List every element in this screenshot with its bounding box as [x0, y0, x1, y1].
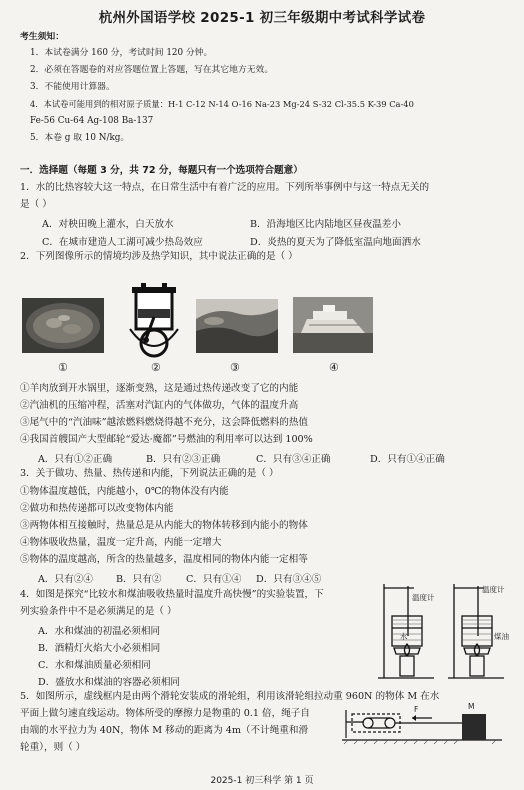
- notice-item: 5．本卷 g 取 10 N/kg。: [30, 133, 130, 143]
- notice-item: 1．本试卷满分 160 分，考试时间 120 分钟。: [30, 48, 213, 58]
- q2-option-d: D．只有①④正确: [370, 454, 445, 465]
- q4-option-b: B．酒精灯火焰大小必须相同: [38, 643, 161, 654]
- cruise-ship-image: [293, 297, 373, 353]
- q2-statement-3: ③尾气中的“汽油味”越浓燃料燃烧得越不充分，这会降低燃料的热值: [20, 417, 309, 428]
- figure-label-1: ①: [58, 361, 68, 374]
- figure-label-3: ③: [230, 361, 240, 374]
- notice-item: 2．必须在答题卷的对应答题位置上答题，写在其它地方无效。: [30, 65, 274, 75]
- water-label: 水: [400, 632, 408, 641]
- q2-option-b: B．只有②③正确: [146, 454, 221, 465]
- object-m-label: M: [468, 702, 475, 711]
- section-heading: 一．选择题（每题 3 分，共 72 分，每题只有一个选项符合题意）: [20, 165, 303, 176]
- q1-option-d: D．炎热的夏天为了降低室温向地面洒水: [250, 237, 421, 248]
- q4-option-d: D．盛放水和煤油的容器必须相同: [38, 677, 181, 688]
- q3-stem: 3．关于做功、热量、热传递和内能，下列说法正确的是（ ）: [20, 468, 279, 479]
- q1-stem-cont: 是（ ）: [20, 199, 52, 210]
- q3-statement-1: ①物体温度越低，内能越小，0℃的物体没有内能: [20, 486, 229, 497]
- q2-statement-2: ②汽油机的压缩冲程，活塞对汽缸内的气体做功，气体的温度升高: [20, 400, 299, 411]
- exam-title: 杭州外国语学校 2025-1 初三年级期中考试科学试卷: [98, 10, 426, 26]
- kerosene-label: 煤油: [494, 632, 509, 641]
- q4-stem: 4．如图是探究“比较水和煤油吸收热量时温度升高快慢”的实验装置，下: [20, 589, 324, 600]
- q4-option-a: A．水和煤油的初温必须相同: [38, 626, 161, 637]
- q1-option-c: C．在城市建造人工湖可减少热岛效应: [42, 237, 203, 248]
- q2-option-a: A．只有①②正确: [38, 454, 113, 465]
- thermometer-label: 温度计: [412, 593, 435, 602]
- q5-stem-cont: 平面上做匀速直线运动。物体所受的摩擦力是物重的 0.1 倍，绳子自: [20, 708, 310, 719]
- q1-stem: 1．水的比热容较大这一特点，在日常生活中有着广泛的应用。下列所举事例中与这一特点无关的: [20, 182, 430, 193]
- figure-label-4: ④: [329, 361, 339, 374]
- q2-stem: 2．下列图像所示的情境均涉及热学知识，其中说法正确的是（ ）: [20, 251, 298, 262]
- q1-option-a: A．对秧田晚上灌水，白天放水: [42, 219, 174, 230]
- q3-option-b: B．只有②: [116, 574, 162, 585]
- q1-option-b: B．沿海地区比内陆地区昼夜温差小: [250, 219, 401, 230]
- q3-statement-4: ④物体吸收热量，温度一定升高，内能一定增大: [20, 537, 222, 548]
- mutton-pot-image: [22, 298, 104, 353]
- q5-stem: 5．如图所示，虚线框内是由两个滑轮安装成的滑轮组，利用该滑轮组拉动重 960N 的物体 M 在水: [20, 691, 440, 702]
- figure-label-2: ②: [151, 361, 161, 374]
- q4-stem-cont: 列实验条件中不是必须满足的是（ ）: [20, 606, 177, 617]
- q3-option-d: D．只有③④⑤: [256, 574, 322, 585]
- pulley-system-diagram: [342, 704, 502, 746]
- notice-item: 3．不能使用计算器。: [30, 82, 115, 92]
- notice-heading: 考生须知：: [20, 32, 64, 42]
- page-footer: 2025-1 初三科学 第 1 页: [210, 776, 314, 786]
- q3-statement-2: ②做功和热传递都可以改变物体内能: [20, 503, 174, 514]
- q2-statement-1: ①羊肉放到开水锅里，逐渐变熟，这是通过热传递改变了它的内能: [20, 383, 299, 394]
- q3-option-a: A．只有②④: [38, 574, 93, 585]
- q2-statement-4: ④我国首艘国产大型邮轮“爱达·魔都”号燃油的利用率可以达到 100%: [20, 434, 313, 445]
- notice-item: 4．本试卷可能用到的相对原子质量：H-1 C-12 N-14 O-16 Na-23 Mg-24 S-32 Cl-35.5 K-39 Ca-40: [30, 99, 414, 109]
- q5-stem-cont: 由端的水平拉力为 40N，物体 M 移动的距离为 4m（不计绳重和滑: [20, 725, 309, 736]
- q3-option-c: C．只有①④: [186, 574, 242, 585]
- notice-item: Fe-56 Cu-64 Ag-108 Ba-137: [30, 116, 154, 126]
- thermometer-label: 温度计: [482, 585, 505, 594]
- engine-compression-stroke-diagram: [124, 283, 184, 359]
- q4-option-c: C．水和煤油质量必须相同: [38, 660, 151, 671]
- q2-option-c: C．只有③④正确: [256, 454, 331, 465]
- q3-statement-3: ③两物体相互接触时，热量总是从内能大的物体转移到内能小的物体: [20, 520, 308, 531]
- q3-statement-5: ⑤物体的温度越高，所含的热量越多，温度相同的物体内能一定相等: [20, 554, 308, 565]
- q5-stem-cont: 轮重），则（ ）: [20, 742, 86, 753]
- exhaust-image: [196, 299, 278, 353]
- force-label: F: [414, 705, 419, 714]
